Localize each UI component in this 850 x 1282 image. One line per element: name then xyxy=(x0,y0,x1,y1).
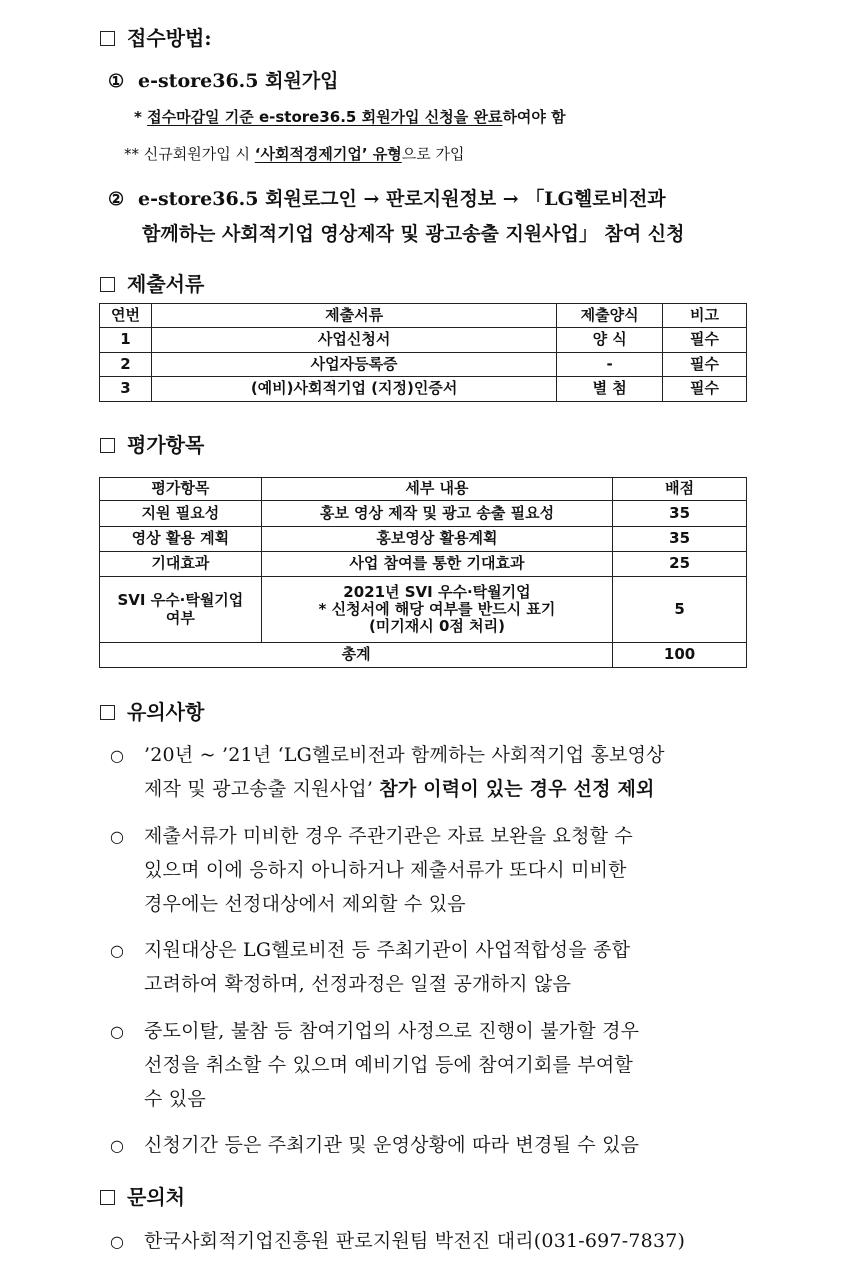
table-cell: 사업자등록증 xyxy=(151,353,556,377)
table-cell: 35 xyxy=(613,527,747,552)
notice-text: 지원대상은 LG헬로비전 등 주최기관이 사업적합성을 종합 xyxy=(144,939,631,961)
note-pre-text: 신규회원가입 시 xyxy=(143,145,255,163)
checkbox-square-icon xyxy=(100,438,115,453)
step-text-line-1: e-store36.5 회원로그인 → 판로지원정보 → 「LG헬로비전과 xyxy=(138,188,666,210)
submit-step-2-cont xyxy=(142,219,685,246)
bullet-circle-icon: ○ xyxy=(110,827,125,846)
table-cell: 3 xyxy=(100,377,152,402)
notice-text: 중도이탈, 불참 등 참여기업의 사정으로 진행이 불가할 경우 xyxy=(144,1020,640,1042)
bullet-circle-icon: ○ xyxy=(110,1232,125,1251)
notice-item-3 xyxy=(110,935,630,962)
section-heading-contact xyxy=(100,1181,185,1210)
cell-line: 여부 xyxy=(165,608,195,627)
table-cell: 홍보영상 활용계획 xyxy=(261,527,612,552)
bullet-circle-icon: ○ xyxy=(110,1136,125,1155)
cell-line: 2021년 SVI 우수·탁월기업 xyxy=(343,582,531,601)
notice-text: 신청기간 등은 주최기관 및 운영상황에 따라 변경될 수 있음 xyxy=(144,1134,640,1156)
table-row xyxy=(100,377,747,402)
table-cell: - xyxy=(557,353,663,377)
section-heading-submit xyxy=(100,22,212,51)
note-star: ** xyxy=(124,145,139,163)
submit-note-1 xyxy=(134,106,566,127)
submit-step-2 xyxy=(108,184,666,211)
section-heading-text: 문의처 xyxy=(127,1185,185,1209)
circled-number: ① xyxy=(108,71,125,92)
bullet-circle-icon: ○ xyxy=(110,941,125,960)
notice-item-1-cont xyxy=(144,774,655,801)
notice-item-4-cont xyxy=(144,1084,206,1111)
table-row xyxy=(100,552,747,577)
note-star: * xyxy=(134,108,142,126)
table-cell: 100 xyxy=(613,643,747,668)
table-header-cell: 비고 xyxy=(663,304,747,328)
table-cell: 2 xyxy=(100,353,152,377)
table-cell: 1 xyxy=(100,328,152,353)
table-total-row xyxy=(100,643,747,668)
table-cell: 별 첨 xyxy=(557,377,663,402)
table-cell: 35 xyxy=(613,501,747,527)
contact-item xyxy=(110,1226,685,1253)
table-cell: 지원 필요성 xyxy=(100,501,262,527)
table-cell: 사업신청서 xyxy=(151,328,556,353)
section-heading-docs xyxy=(100,268,204,297)
table-cell: 필수 xyxy=(663,353,747,377)
table-cell: (예비)사회적기업 (지정)인증서 xyxy=(151,377,556,402)
notice-item-2-cont xyxy=(144,889,466,916)
step-text: e-store36.5 회원가입 xyxy=(138,70,339,92)
bullet-circle-icon: ○ xyxy=(110,1022,125,1041)
note-underlined-text: ‘사회적경제기업’ 유형 xyxy=(254,145,402,163)
table-cell: 총계 xyxy=(100,643,613,668)
note-underlined-text: 접수마감일 기준 e-store36.5 회원가입 신청을 완료 xyxy=(147,108,503,126)
table-header-cell: 제출서류 xyxy=(151,304,556,328)
table-row xyxy=(100,501,747,527)
notice-item-4-cont xyxy=(144,1050,633,1077)
docs-table xyxy=(99,303,747,402)
table-row xyxy=(100,527,747,552)
notice-item-3-cont xyxy=(144,969,571,996)
table-header-cell: 배점 xyxy=(613,478,747,501)
table-cell: 필수 xyxy=(663,328,747,353)
table-cell: 사업 참여를 통한 기대효과 xyxy=(261,552,612,577)
section-heading-text: 접수방법: xyxy=(127,26,212,50)
section-heading-text: 제출서류 xyxy=(127,272,205,296)
cell-line: SVI 우수·탁월기업 xyxy=(117,591,244,610)
table-cell xyxy=(100,577,262,643)
table-header-cell: 세부 내용 xyxy=(261,478,612,501)
table-cell: 5 xyxy=(613,577,747,643)
table-header-cell: 평가항목 xyxy=(100,478,262,501)
table-cell: 홍보 영상 제작 및 광고 송출 필요성 xyxy=(261,501,612,527)
table-cell: 양 식 xyxy=(557,328,663,353)
section-heading-text: 유의사항 xyxy=(127,700,205,724)
contact-text: 한국사회적기업진흥원 판로지원팀 박전진 대리(031-697-7837) xyxy=(144,1230,686,1252)
note-rest-text: 으로 가입 xyxy=(401,145,465,163)
table-header-row xyxy=(100,304,747,328)
section-heading-eval xyxy=(100,429,204,458)
cell-line: * 신청서에 해당 여부를 반드시 표기 xyxy=(318,599,556,618)
notice-item-5 xyxy=(110,1130,639,1157)
table-cell xyxy=(261,577,612,643)
section-heading-text: 평가항목 xyxy=(127,433,205,457)
table-cell: 기대효과 xyxy=(100,552,262,577)
notice-text: 수 있음 xyxy=(144,1088,206,1110)
notice-text: 제출서류가 미비한 경우 주관기관은 자료 보완을 요청할 수 xyxy=(144,825,633,847)
notice-item-1 xyxy=(110,740,665,767)
checkbox-square-icon xyxy=(100,31,115,46)
submit-step-1 xyxy=(108,66,339,93)
table-row xyxy=(100,353,747,377)
eval-table xyxy=(99,477,747,668)
submit-note-2 xyxy=(124,143,465,164)
table-cell: 영상 활용 계획 xyxy=(100,527,262,552)
checkbox-square-icon xyxy=(100,277,115,292)
checkbox-square-icon xyxy=(100,705,115,720)
table-cell: 필수 xyxy=(663,377,747,402)
circled-number: ② xyxy=(108,189,125,210)
notice-text: ’20년 ~ ’21년 ‘LG헬로비전과 함께하는 사회적기업 홍보영상 xyxy=(144,744,665,766)
table-row xyxy=(100,328,747,353)
notice-text: 고려하여 확정하며, 선정과정은 일절 공개하지 않음 xyxy=(144,973,572,995)
table-header-cell: 제출양식 xyxy=(557,304,663,328)
notice-text: 선정을 취소할 수 있으며 예비기업 등에 참여기회를 부여할 xyxy=(144,1054,633,1076)
notice-text: 경우에는 선정대상에서 제외할 수 있음 xyxy=(144,893,466,915)
notice-item-4 xyxy=(110,1016,639,1043)
section-heading-notes xyxy=(100,696,204,725)
cell-line: (미기재시 0점 처리) xyxy=(368,617,505,636)
checkbox-square-icon xyxy=(100,1190,115,1205)
notice-text: 제작 및 광고송출 지원사업’ xyxy=(144,778,380,800)
notice-text: 있으며 이에 응하지 아니하거나 제출서류가 또다시 미비한 xyxy=(144,859,627,881)
table-row xyxy=(100,577,747,643)
notice-item-2-cont xyxy=(144,855,627,882)
table-header-row xyxy=(100,478,747,501)
step-text-line-2: 함께하는 사회적기업 영상제작 및 광고송출 지원사업」 참여 신청 xyxy=(142,223,685,245)
notice-item-2 xyxy=(110,821,633,848)
notice-text-bold: 참가 이력이 있는 경우 선정 제외 xyxy=(379,778,655,800)
table-cell: 25 xyxy=(613,552,747,577)
table-header-cell: 연번 xyxy=(100,304,152,328)
bullet-circle-icon: ○ xyxy=(110,746,125,765)
note-rest-text: 하여야 함 xyxy=(502,108,566,126)
